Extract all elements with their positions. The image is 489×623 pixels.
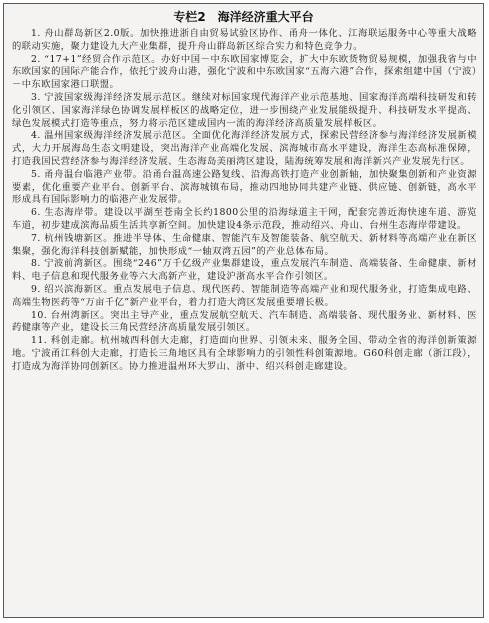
list-item: 7. 杭州钱塘新区。推进半导体、生命健康、智能汽车及智能装备、航空航天、新材料等高端产业在新区集聚，强化海洋科技创新赋能，加快形成“一轴双湾五园”的产业总体布局。 xyxy=(12,232,477,257)
list-item: 9. 绍兴滨海新区。重点发展电子信息、现代医药、智能制造等高端产业和现代服务业，打造集成电路、高端生物医药等“万亩千亿”新产业平台，着力打造大湾区发展重要增长极。 xyxy=(12,283,477,308)
panel-title xyxy=(4,9,483,25)
list-item: 10. 台州湾新区。突出主导产业，重点发展航空航天、汽车制造、高端装备、现代服务业、新材料、医药健康等产业，建设长三角民营经济高质量发展引领区。 xyxy=(12,309,477,334)
list-item: 1. 舟山群岛新区2.0版。加快推进浙自由贸易试验区协作、甬舟一体化、江海联运服务中心等重大战略的联动实施，聚力建设九大产业集群，提升舟山群岛新区综合实力和特色竞争力。 xyxy=(12,28,477,52)
list-item: 11. 科创走廊。杭州城西科创大走廊，打造面向世界、引领未来、服务全国、带动全省的海洋创新策源地。宁波甬江科创大走廊，打造长三角地区具有全球影响力的引领性科创策源地。G60科创走廊（浙江段），打造成为海洋协同创新区。协力推进温州环大罗山、浙中、绍兴科创走廊建设。 xyxy=(12,335,477,372)
list-item: 5. 甬舟温台临港产业带。沿甬台温高速公路复线、沿海高铁打造产业创新轴，加快聚集创新和产业资源要素，优化重要产业平台、创新平台、滨海城镇布局，推动四地协同共建产业链、供应链、创新链，高水平形成具有国际影响力的临港产业发展带。 xyxy=(12,168,477,206)
list-item: 4. 温州国家级海洋经济发展示范区。全面优化海洋经济发展方式，探索民营经济参与海洋经济发展新模式，大力开展海岛生态文明建设，突出海洋产业高端化发展、滨海城市高水平建设，海洋生态高标准保障，打造我国民营经济参与海洋经济发展、生态海岛美丽湾区建设，陆海统筹发展和海洋新兴产业发展先行区。 xyxy=(12,130,477,167)
list-item: 6. 生态海岸带。建设以平湖至苍南全长约1800公里的沿海绿道主干网，配套完善近海快速车道、游览车道，初步建成滨海品质生活共享新空间。加快建设4条示范段，推动绍兴、舟山、台州生态海岸带建设。 xyxy=(12,207,477,231)
panel-label: 专栏2 xyxy=(173,10,206,24)
panel-heading: 海洋经济重大平台 xyxy=(217,10,314,24)
feature-panel xyxy=(3,3,484,618)
list-item: 2. “17+1”经贸合作示范区。办好中国－中东欧国家博览会，扩大中东欧货物贸易规模，加强我省与中东欧国家的国际产能合作，依托宁波舟山港，强化宁波和中东欧国家“五海六港”合作，探索组建中国（宁波）－中东欧国家港口联盟。 xyxy=(12,53,477,91)
list-item: 8. 宁波前湾新区。围绕“246”万千亿级产业集群建设，重点发展汽车制造、高端装备、生命健康、新材料、电子信息和现代服务业等六大高新产业，建设沪浙高水平合作引领区。 xyxy=(12,258,477,283)
item-list xyxy=(4,28,483,374)
list-item: 3. 宁波国家级海洋经济发展示范区。继续对标国家现代海洋产业示范基地、国家海洋高端科技研发和转化引领区、国家海洋绿色协调发展样板区的战略定位，进一步围绕产业发展能级提升、科技研发水平提高、绿色发展模式打造等重点，努力将示范区建成国内一流的海洋经济高质量发展样板区。 xyxy=(12,91,477,129)
